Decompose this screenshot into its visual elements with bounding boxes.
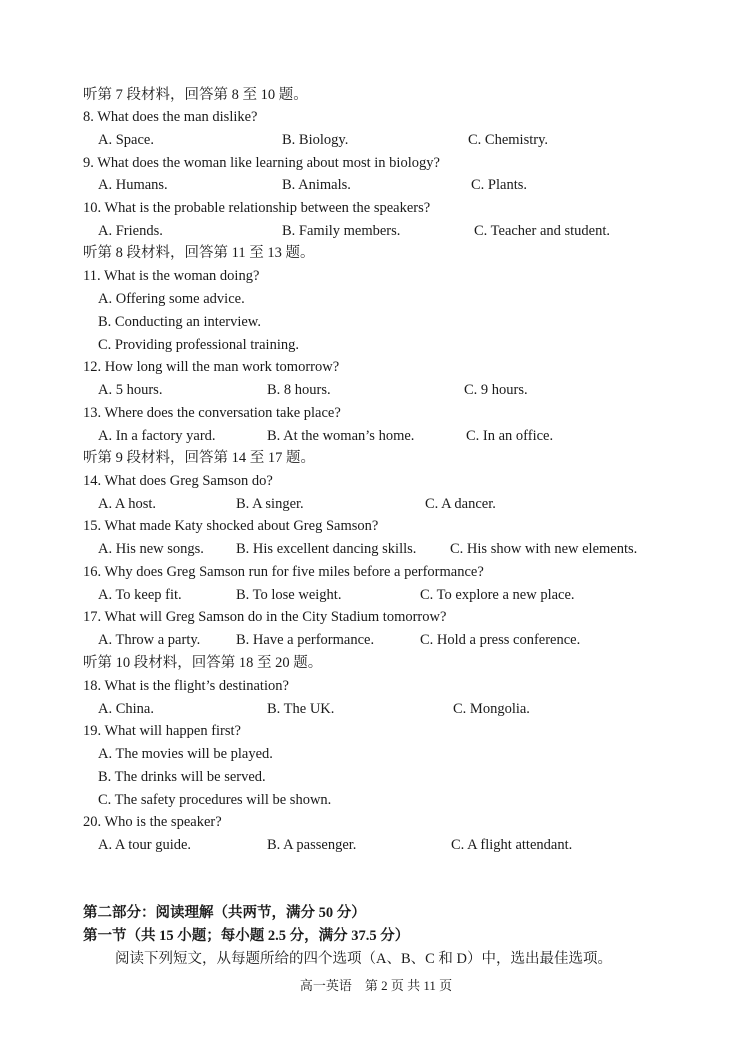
option: B. At the woman’s home. [267, 428, 415, 444]
question-stem: 15. What made Katy shocked about Greg Samson? [83, 518, 379, 534]
option: B. Biology. [282, 132, 349, 148]
option: B. To lose weight. [236, 587, 342, 603]
question-stem: 17. What will Greg Samson do in the City Stadium tomorrow? [83, 609, 447, 625]
option: B. 8 hours. [267, 382, 331, 398]
option: B. Family members. [282, 223, 401, 239]
question-stem: 16. Why does Greg Samson run for five miles before a performance? [83, 564, 484, 580]
question-stem: 19. What will happen first? [83, 723, 241, 739]
option: A. Space. [98, 132, 154, 148]
section-one-title: 第一节（共 15 小题；每小题 2.5 分，满分 37.5 分） [83, 928, 410, 944]
question-stem: 8. What does the man dislike? [83, 109, 258, 125]
option: A. A tour guide. [98, 837, 192, 853]
option: B. His excellent dancing skills. [236, 541, 417, 557]
question-stem: 11. What is the woman doing? [83, 268, 260, 284]
option: B. Have a performance. [236, 632, 375, 648]
section-header: 听第 10 段材料，回答第 18 至 20 题。 [83, 655, 323, 671]
question-stem: 13. Where does the conversation take place? [83, 405, 341, 421]
option: C. A dancer. [425, 496, 496, 512]
option: A. Offering some advice. [98, 291, 245, 307]
section-header: 听第 9 段材料，回答第 14 至 17 题。 [83, 450, 315, 466]
option: A. Throw a party. [98, 632, 201, 648]
option: B. A singer. [236, 496, 304, 512]
question-stem: 9. What does the woman like learning about most in biology? [83, 155, 440, 171]
question-stem: 12. How long will the man work tomorrow? [83, 359, 340, 375]
option: A. 5 hours. [98, 382, 163, 398]
option: B. The UK. [267, 701, 335, 717]
option: C. A flight attendant. [451, 837, 573, 853]
option: B. Conducting an interview. [98, 314, 261, 330]
section-header: 听第 7 段材料，回答第 8 至 10 题。 [83, 87, 308, 103]
option: B. Animals. [282, 177, 351, 193]
option: C. Teacher and student. [474, 223, 611, 239]
option: A. In a factory yard. [98, 428, 216, 444]
section-header: 听第 8 段材料，回答第 11 至 13 题。 [83, 245, 315, 261]
option: B. The drinks will be served. [98, 769, 266, 785]
option: C. Mongolia. [453, 701, 530, 717]
option: A. Friends. [98, 223, 163, 239]
option: C. Chemistry. [468, 132, 549, 148]
option: C. Plants. [471, 177, 527, 193]
option: A. His new songs. [98, 541, 204, 557]
option: C. To explore a new place. [420, 587, 575, 603]
option: A. The movies will be played. [98, 746, 273, 762]
page-footer: 高一英语 第 2 页 共 11 页 [299, 978, 453, 993]
option: B. A passenger. [267, 837, 357, 853]
question-stem: 20. Who is the speaker? [83, 814, 222, 830]
question-stem: 18. What is the flight’s destination? [83, 678, 289, 694]
option: C. Hold a press conference. [420, 632, 581, 648]
option: A. A host. [98, 496, 157, 512]
question-stem: 14. What does Greg Samson do? [83, 473, 273, 489]
reading-instruction: 阅读下列短文，从每题所给的四个选项（A、B、C 和 D）中，选出最佳选项。 [115, 951, 613, 967]
part-two-title: 第二部分：阅读理解（共两节，满分 50 分） [83, 905, 366, 921]
question-stem: 10. What is the probable relationship between the speakers? [83, 200, 431, 216]
option: C. In an office. [466, 428, 554, 444]
option: C. 9 hours. [464, 382, 528, 398]
option: A. To keep fit. [98, 587, 182, 603]
option: A. China. [98, 701, 154, 717]
option: C. His show with new elements. [450, 541, 638, 557]
option: C. Providing professional training. [98, 337, 299, 353]
option: A. Humans. [98, 177, 168, 193]
option: C. The safety procedures will be shown. [98, 792, 332, 808]
